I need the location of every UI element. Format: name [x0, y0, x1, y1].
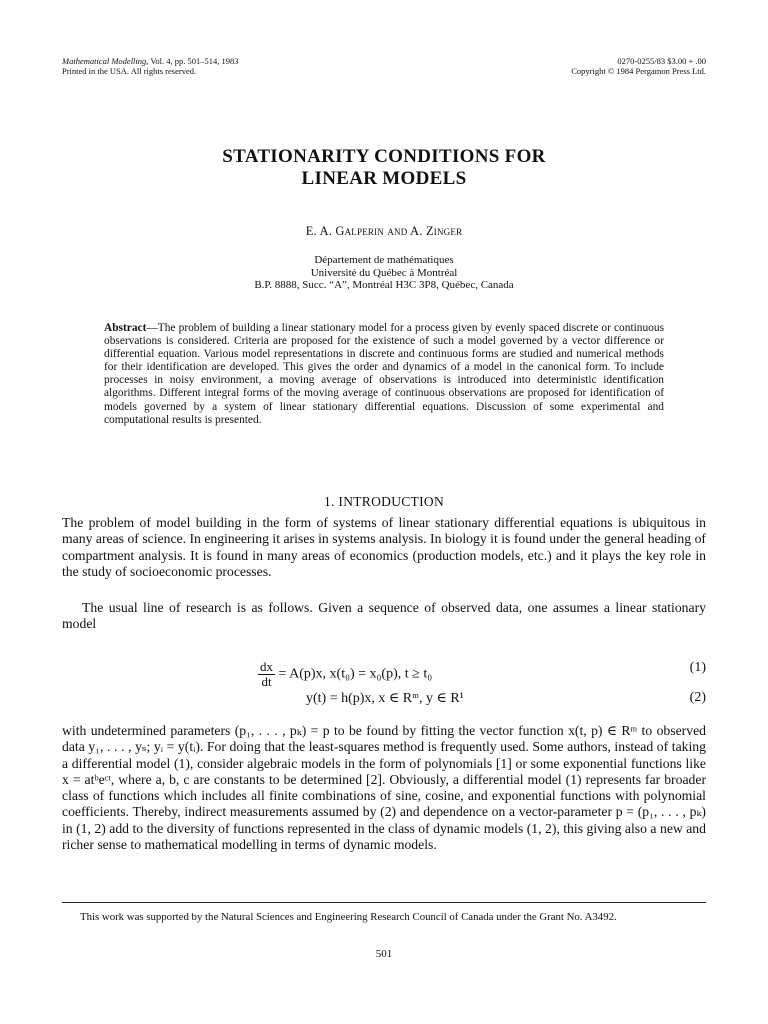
issn: 0270-0255/83 $3.00 + .00 [617, 56, 706, 66]
abstract-label: Abstract [104, 322, 147, 334]
paper-title [0, 146, 768, 190]
title-line-1: STATIONARITY CONDITIONS FOR [222, 146, 546, 167]
copyright: Copyright © 1984 Pergamon Press Ltd. [571, 66, 706, 76]
equation-2 [62, 690, 706, 712]
journal-name: Mathematical Modelling, [62, 56, 149, 66]
affiliation-line-3: B.P. 8888, Succ. “A”, Montréal H3C 3P8, Québec, Canada [254, 279, 514, 291]
header-left [62, 56, 239, 76]
equation-1-rest: = A(p)x, x(t₀) = x₀(p), t ≥ t₀ [275, 666, 433, 682]
section-heading: 1. INTRODUCTION [324, 494, 444, 509]
derivative-fraction [258, 660, 275, 689]
footnote-divider [62, 902, 706, 903]
equation-2-number: (2) [689, 690, 706, 705]
journal-citation: Vol. 4, pp. 501–514, 1983 [148, 56, 239, 66]
abstract [104, 322, 664, 427]
equation-2-expression: y(t) = h(p)x, x ∈ Rᵐ, y ∈ R¹ [306, 691, 464, 706]
affiliation-line-2: Université du Québec à Montréal [310, 266, 458, 279]
footnote: This work was supported by the Natural Sciences and Engineering Research Council of Canada under the Grant No. A3492. [80, 911, 617, 923]
affiliation-line-1: Département de mathématiques [314, 254, 454, 266]
printed-notice: Printed in the USA. All rights reserved. [62, 66, 197, 76]
equation-1-number: (1) [689, 660, 706, 675]
header-right [571, 56, 706, 76]
page-number: 501 [375, 948, 393, 960]
title-line-2: LINEAR MODELS [301, 168, 467, 189]
equation-1 [62, 659, 706, 689]
abstract-text: —The problem of building a linear stationary model for a process given by evenly spaced discrete or continuous observations is considered. Criteria are proposed for the existence of such a model governed by a vector difference or differential equation. Various model representations in discrete and continuous forms are studied and numerical methods for their identification are developed. This gives the order and dynamics of a model in the canonical form. To include processes in noisy environment, a moving average of observations is introduced into deterministic identification algorithms. Different integral forms of the moving average of continuous observations are proposed for identification of models governed by a system of linear stationary differential equations. Discussion of some experimental and computational results is presented. [104, 322, 664, 426]
affiliation [0, 254, 768, 292]
paragraph-2: The usual line of research is as follows. Given a sequence of observed data, one assumes a linear stationary model [62, 600, 706, 632]
authors: E. A. Galperin and A. Zinger [305, 224, 463, 238]
equation-1-expression [258, 660, 432, 689]
paragraph-3: with undetermined parameters (p₁, . . . , pₖ) = p to be found by fitting the vector function x(t, p) ∈ Rᵐ to observed data y₁, . . . , yₛ; yᵢ = y(tᵢ). For doing that the least-squares method is frequently used. Some authors, instead of taking a differential model (1), consider algebraic models in the form of polynomials [1] or some exponential functions like x = atᵇeᶜᵗ, where a, b, c are constants to be determined [2]. Obviously, a differential model (1) represents far broader class of functions which includes all finite combinations of sine, cosine, and exponential functions with polynomial coefficients. Thereby, indirect measurements assumed by (2) and dependence on a vector-parameter p = (p₁, . . . , pₖ) in (1, 2) add to the diversity of functions represented in the class of dynamic models (1, 2), this giving also a new and richer sense to mathematical modelling in terms of dynamic models. [62, 723, 706, 853]
paragraph-1: The problem of model building in the form of systems of linear stationary differential equations is ubiquitous in many areas of science. In engineering it arises in systems analysis. In biology it is found under the general heading of compartment analysis. It is found in many areas of economics (production models, etc.) and it plays the key role in the study of socioeconomic processes. [62, 515, 706, 579]
fraction-numerator: dx [260, 659, 273, 674]
fraction-denominator: dt [261, 674, 272, 689]
